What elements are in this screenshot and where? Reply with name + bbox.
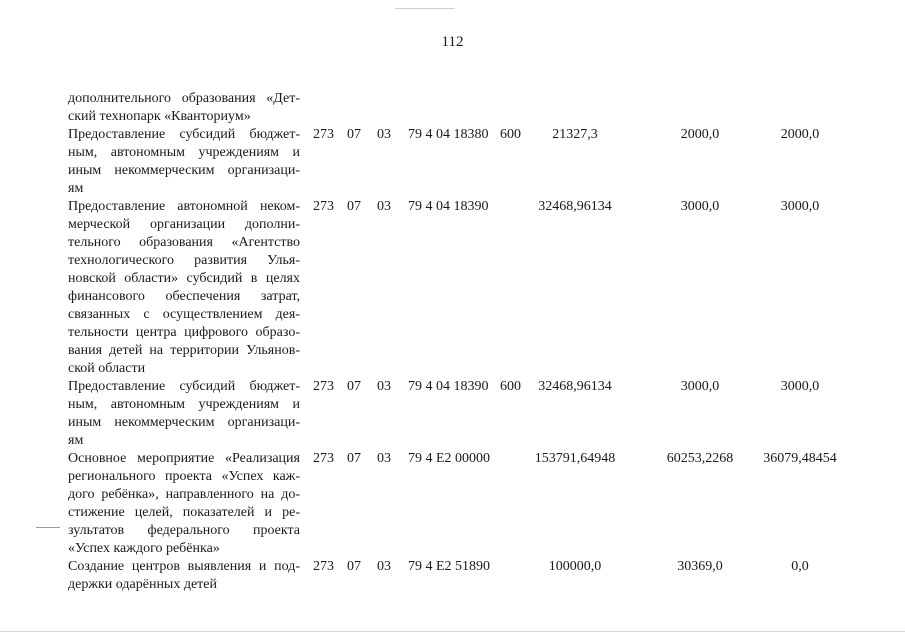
cell-rz: 07 <box>347 379 361 394</box>
cell-pr: 03 <box>377 451 391 466</box>
row-description <box>68 126 300 198</box>
cell-y3: 3000,0 <box>780 379 820 394</box>
page-number: 112 <box>441 34 464 50</box>
description-line: ям <box>68 181 84 196</box>
description-line: держки одарённых детей <box>68 577 218 592</box>
description-line: финансового обеспечения затрат, <box>68 289 300 304</box>
cell-csr: 79 4 04 18390 <box>408 379 489 394</box>
description-line: дополнительного образования «Дет- <box>68 91 300 106</box>
description-line: связанных с осуществлением дея- <box>68 307 300 322</box>
cell-pr: 03 <box>377 559 391 574</box>
cell-y2: 30369,0 <box>677 559 723 574</box>
description-line: мерческой организации дополни- <box>68 217 300 232</box>
cell-pr: 03 <box>377 127 391 142</box>
cell-y1: 32468,96134 <box>538 199 612 214</box>
description-line: тельности центра цифрового образо- <box>68 325 300 340</box>
cell-csr: 79 4 04 18390 <box>408 199 489 214</box>
cell-y2: 3000,0 <box>680 379 720 394</box>
description-line: стижение целей, показателей и ре- <box>68 505 300 520</box>
description-line: технологического развития Улья- <box>68 253 300 268</box>
description-line: иным некоммерческим организаци- <box>68 415 300 430</box>
description-line: Предоставление субсидий бюджет- <box>68 127 300 142</box>
scan-artifact <box>36 527 60 528</box>
cell-y3: 36079,48454 <box>763 451 837 466</box>
row-description <box>68 198 300 378</box>
description-line: зультатов федерального проекта <box>68 523 300 538</box>
cell-rz: 07 <box>347 559 361 574</box>
cell-y3: 2000,0 <box>780 127 820 142</box>
cell-y2: 3000,0 <box>680 199 720 214</box>
cell-vr: 600 <box>500 127 521 142</box>
description-line: Предоставление автономной неком- <box>68 199 300 214</box>
description-line: ской области <box>68 361 146 376</box>
cell-y1: 153791,64948 <box>534 451 616 466</box>
cell-ved: 273 <box>313 379 334 394</box>
description-line: Основное мероприятие «Реализация <box>68 451 300 466</box>
row-description <box>68 378 300 450</box>
description-line: ский технопарк «Кванториум» <box>68 109 251 124</box>
description-line: ям <box>68 433 84 448</box>
cell-ved: 273 <box>313 559 334 574</box>
scan-edge-line <box>0 631 905 632</box>
description-line: тельного образования «Агентство <box>68 235 300 250</box>
description-line: Предоставление субсидий бюджет- <box>68 379 300 394</box>
cell-y3: 3000,0 <box>780 199 820 214</box>
cell-rz: 07 <box>347 127 361 142</box>
description-line: ным, автономным учреждениям и <box>68 145 300 160</box>
description-line: Создание центров выявления и под- <box>68 559 300 574</box>
cell-ved: 273 <box>313 127 334 142</box>
cell-y2: 2000,0 <box>680 127 720 142</box>
cell-ved: 273 <box>313 451 334 466</box>
description-line: иным некоммерческим организаци- <box>68 163 300 178</box>
cell-vr: 600 <box>500 379 521 394</box>
cell-y2: 60253,2268 <box>666 451 734 466</box>
description-line: «Успех каждого ребёнка» <box>68 541 220 556</box>
description-line: дого ребёнка», направленного на до- <box>68 487 300 502</box>
cell-csr: 79 4 E2 00000 <box>408 451 491 466</box>
row-description <box>68 90 300 126</box>
cell-csr: 79 4 04 18380 <box>408 127 489 142</box>
cell-rz: 07 <box>347 199 361 214</box>
description-line: ным, автономным учреждениям и <box>68 397 300 412</box>
cell-y1: 21327,3 <box>552 127 598 142</box>
cell-csr: 79 4 E2 51890 <box>408 559 491 574</box>
cell-pr: 03 <box>377 379 391 394</box>
cell-pr: 03 <box>377 199 391 214</box>
cell-ved: 273 <box>313 199 334 214</box>
description-line: вания детей на территории Ульянов- <box>68 343 300 358</box>
row-description <box>68 558 300 594</box>
cell-y1: 100000,0 <box>548 559 602 574</box>
cell-y3: 0,0 <box>791 559 809 574</box>
cell-rz: 07 <box>347 451 361 466</box>
row-description <box>68 450 300 558</box>
description-line: новской области» субсидий в целях <box>68 271 300 286</box>
description-line: регионального проекта «Успех каж- <box>68 469 300 484</box>
scan-artifact <box>395 8 455 9</box>
cell-y1: 32468,96134 <box>538 379 612 394</box>
